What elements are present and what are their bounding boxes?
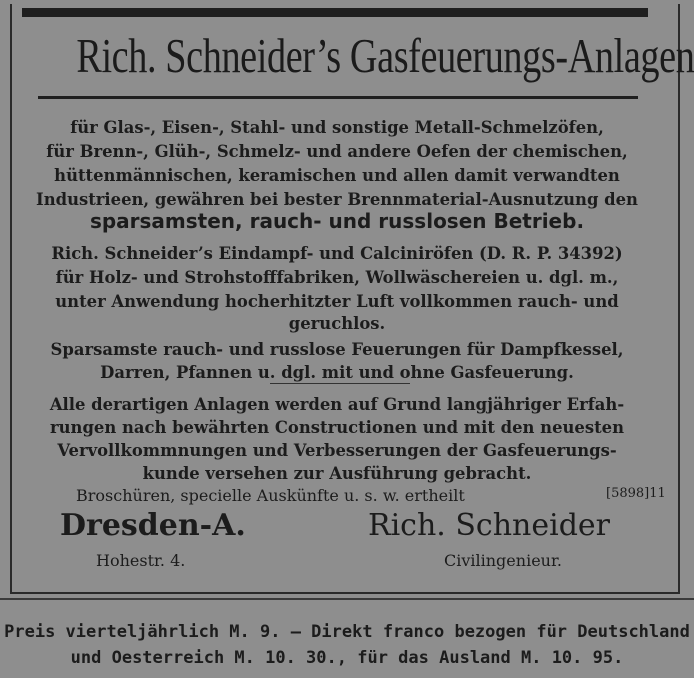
body-line-14: Vervollkommnungen und Verbesserungen der Gasfeuerungs- [57,441,617,460]
title-rule [38,96,638,99]
ad-title: Rich. Schneider’s Gasfeuerungs-Anlagen [76,28,694,83]
section-rule [270,383,410,384]
body-line-2: für Brenn-, Glüh-, Schmelz- und andere Oefen der chemischen, [46,142,628,161]
top-rule [22,8,648,17]
body-headline: sparsamsten, rauch- und russlosen Betrieb. [89,209,585,233]
address: Hohestr. 4. [96,551,186,570]
profession: Civilingenieur. [444,551,562,570]
body-line-10: Sparsamste rauch- und russlose Feuerungen für Dampfkessel, [50,340,624,359]
body-line-6: Rich. Schneider’s Eindampf- und Calciniröfen (D. R. P. 34392) [51,244,623,263]
body-line-7: für Holz- und Strohstofffabriken, Wollwäschereien u. dgl. m., [55,268,619,287]
body-line-1: für Glas-, Eisen-, Stahl- und sonstige Metall-Schmelzöfen, [70,118,604,137]
price-line-1: Preis vierteljährlich M. 9. — Direkt franco bezogen für Deutschland [4,622,690,642]
body-line-4: Industrieen, gewähren bei bester Brennmaterial-Ausnutzung den [36,190,638,209]
bottom-rule [0,598,694,600]
price-line-2: und Oesterreich M. 10. 30., für das Ausland M. 10. 95. [70,648,624,668]
body-line-13: rungen nach bewährten Constructionen und mit den neuesten [49,418,625,437]
body-line-12: Alle derartigen Anlagen werden auf Grund langjähriger Erfah- [49,395,625,414]
city: Dresden-A. [60,508,246,543]
signatory-name: Rich. Schneider [368,508,611,543]
body-line-3: hüttenmännischen, keramischen und allen damit verwandten [54,166,620,185]
body-line-8: unter Anwendung hocherhitzter Luft vollkommen rauch- und [55,292,619,311]
body-line-11: Darren, Pfannen u. dgl. mit und ohne Gasfeuerung. [100,363,574,382]
brochure-line: Broschüren, specielle Auskünfte u. s. w. ertheilt [76,486,465,505]
reference-number: [5898]11 [606,486,666,501]
body-line-15: kunde versehen zur Ausführung gebracht. [142,464,532,483]
body-line-9: geruchlos. [288,314,386,333]
